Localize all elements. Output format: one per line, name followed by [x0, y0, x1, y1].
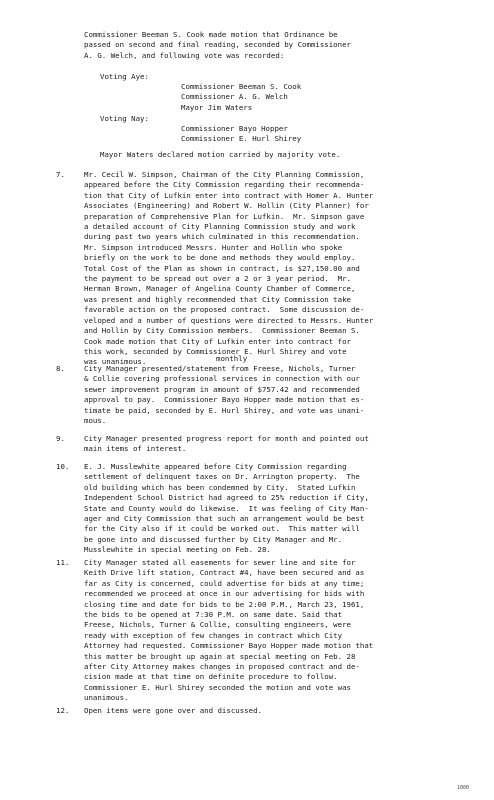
item-line: Open items were gone over and discussed. [84, 706, 262, 715]
item-11-paragraph [84, 558, 484, 704]
item-line: Freese, Nichols, Turner & Collie, consulting engineers, were [84, 620, 351, 630]
item-line: main items of interest. [84, 444, 187, 454]
item-10-paragraph [84, 462, 484, 556]
item-line: approval to pay. Commissioner Bayo Hopper made motion that es- [84, 395, 365, 405]
item-number: 8. [56, 364, 65, 373]
item-number: 11. [56, 558, 70, 567]
voting-aye-label: Voting Aye: [100, 72, 149, 81]
item-line: this work, seconded by Commissioner E. Hurl Shirey and vote [84, 346, 347, 356]
item-line: favorable action on the proposed contract. Some discussion de- [84, 305, 365, 315]
item-line: a detailed account of City Planning Commission study and work [84, 222, 356, 232]
intro-paragraph [84, 30, 484, 61]
item-number: 12. [56, 706, 70, 715]
item-line: Cook made motion that City of Lufkin enter into contract for [84, 336, 351, 346]
intro-line: passed on second and final reading, seconded by Commissioner [84, 40, 351, 50]
item-line: after City Attorney makes changes in proposed contract and de- [84, 662, 360, 672]
item-line: Attorney had requested. Commissioner Bayo Hopper made motion that [84, 641, 374, 651]
item-line: was unanimous. [84, 357, 147, 367]
item-line: Musslewhite in special meeting on Feb. 28. [84, 545, 271, 555]
aye-name: Commissioner A. G. Welch [181, 92, 288, 102]
intro-line: A. G. Welch, and following vote was recorded: [84, 50, 285, 60]
item-line: for the City also if it could be worked out. This matter will [84, 524, 360, 534]
item-line: be gone into and discussed further by City Manager and Mr. [84, 534, 343, 544]
item-number: 9. [56, 434, 65, 443]
item-line: far as City is concerned, could advertise for bids at any time; [84, 578, 365, 588]
item-line: State and County would do likewise. It was feeling of City Man- [84, 503, 369, 513]
item-line: appeared before the City Commission regarding their recommenda- [84, 180, 365, 190]
nay-name: Commissioner E. Hurl Shirey [181, 134, 302, 144]
item-line: City Manager presented/statement from Freese, Nichols, Turner [84, 364, 356, 373]
declared-line: Mayor Waters declared motion carried by majority vote. [100, 150, 341, 159]
item-line: Associates (Engineering) and Robert W. Hollin (City Planner) for [84, 201, 369, 211]
item-line: ready with exception of few changes in contract which City [84, 630, 343, 640]
item-line: & Collie covering professional services in connection with our [84, 374, 360, 384]
aye-name: Commissioner Beeman S. Cook [181, 82, 302, 91]
item-12-paragraph [84, 706, 484, 716]
item-line: preparation of Comprehensive Plan for Lufkin. Mr. Simpson gave [84, 211, 365, 221]
aye-name: Mayor Jim Waters [181, 102, 253, 112]
item-line: briefly on the work to be done and methods they would employ. [84, 253, 356, 263]
voting-nay-names [181, 124, 301, 145]
item-line: Herman Brown, Manager of Angelina County Chamber of Commerce, [84, 284, 356, 294]
item-line: settlement of delinquent taxes on Dr. Arrington property. The [84, 472, 360, 482]
item-8-paragraph [84, 364, 484, 426]
item-number: 10. [56, 462, 70, 471]
item-line: was present and highly recommended that City Commission take [84, 294, 351, 304]
footer-mark: 1000 [457, 785, 470, 791]
voting-nay-label: Voting Nay: [100, 114, 149, 123]
handwritten-insertion: monthly [216, 354, 248, 363]
item-line: E. J. Musslewhite appeared before City Commission regarding [84, 462, 347, 471]
item-line: the payment to be spread out over a 2 or 3 year period. Mr. [84, 274, 351, 284]
item-line: this matter be brought up again at special meeting on Feb. 28 [84, 651, 356, 661]
item-line: Mr. Cecil W. Simpson, Chairman of the City Planning Commission, [84, 170, 365, 179]
item-line: cision made at that time on definite procedure to follow. [84, 672, 338, 682]
item-line: Commissioner E. Hurl Shirey seconded the motion and vote was [84, 682, 351, 692]
nay-name: Commissioner Bayo Hopper [181, 124, 288, 133]
item-line: during past two years which culminated in this recommendation. [84, 232, 360, 242]
item-9-paragraph [84, 434, 484, 455]
item-line: closing time and date for bids to be 2:00 P.M., March 23, 1961, [84, 599, 365, 609]
item-line: recommended we proceed at once in our advertising for bids with [84, 589, 365, 599]
item-line: sewer improvement program in amount of $757.42 and recommended [84, 384, 360, 394]
item-line: tion that City of Lufkin enter into contract with Homer A. Hunter [84, 190, 374, 200]
item-line: Keith Drive lift station, Contract #4, have been secured and as [84, 568, 365, 578]
item-line: Total Cost of the Plan as shown in contract, is $27,150.00 and [84, 263, 360, 273]
item-line: and Hollin by City Commission members. Commissioner Beeman S. [84, 326, 360, 336]
voting-aye-names [181, 82, 301, 113]
item-7-paragraph [84, 170, 484, 368]
item-line: City Manager presented progress report for month and pointed out [84, 434, 369, 443]
item-line: ager and City Commission that such an arrangement would be best [84, 514, 365, 524]
item-line: Mr. Simpson introduced Messrs. Hunter and Hollin who spoke [84, 242, 343, 252]
item-line: City Manager stated all easements for sewer line and site for [84, 558, 356, 567]
item-line: timate be paid, seconded by E. Hurl Shirey, and vote was unani- [84, 405, 365, 415]
item-number: 7. [56, 170, 65, 179]
item-line: mous. [84, 416, 107, 426]
item-line: old building which has been condemned by City. Stated Lufkin [84, 482, 356, 492]
intro-line: Commissioner Beeman S. Cook made motion that Ordinance be [84, 30, 338, 39]
item-line: veloped and a number of questions were directed to Messrs. Hunter [84, 315, 374, 325]
item-line: Independent School District had agreed to 25% reduction if City, [84, 493, 369, 503]
item-line: unanimous. [84, 693, 129, 703]
item-line: the bids to be opened at 7:30 P.M. on same date. Said that [84, 610, 343, 620]
